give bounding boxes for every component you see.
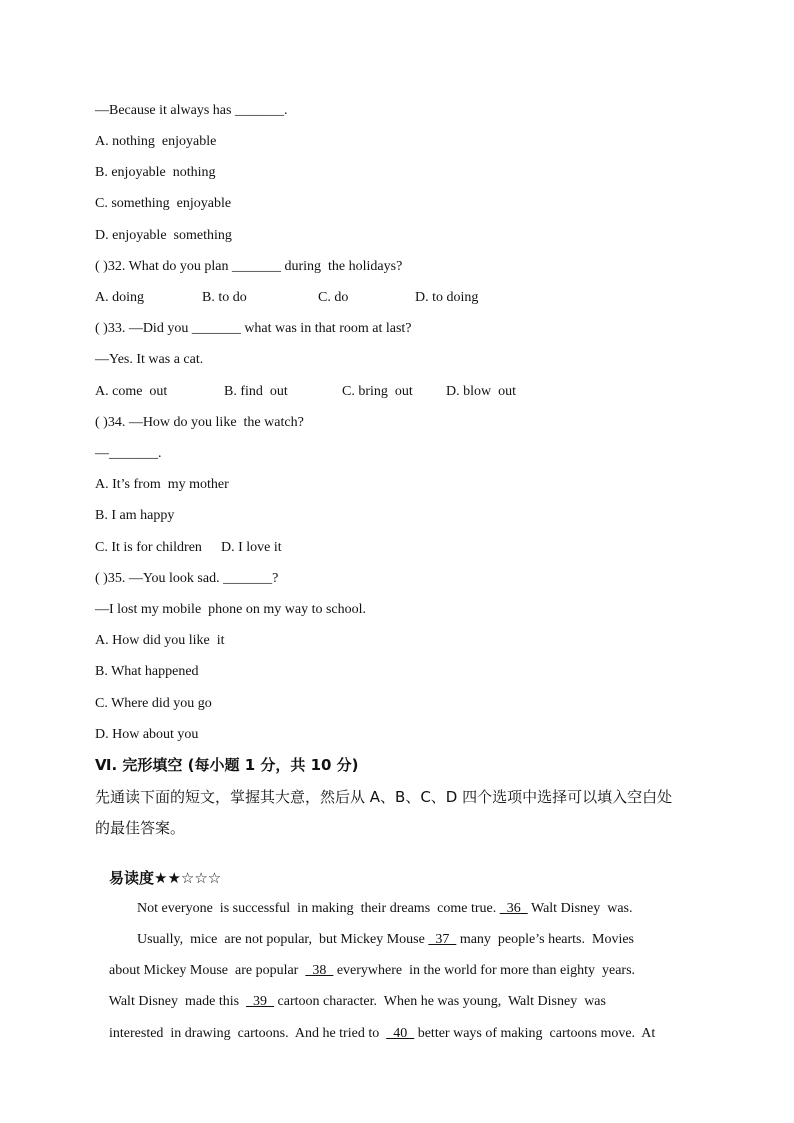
q31-option-c: C. something enjoyable xyxy=(95,196,232,211)
q31-answer-line: —Because it always has _______. xyxy=(95,103,288,118)
passage-text: interested in drawing cartoons. And he tried to xyxy=(109,1026,387,1041)
blank-38: 38 xyxy=(305,963,334,978)
q33-stem: ( )33. —Did you _______ what was in that room at last? xyxy=(95,321,412,336)
blank-36: 36 xyxy=(499,901,528,916)
q32-stem: ( )32. What do you plan _______ during the holidays? xyxy=(95,259,403,274)
q35-stem: ( )35. —You look sad. _______? xyxy=(95,571,279,586)
passage-text: about Mickey Mouse are popular xyxy=(109,963,306,978)
passage-line-5 xyxy=(95,1007,655,1061)
section-title: Ⅵ. 完形填空 (每小题 1 分，共 10 分) xyxy=(95,756,359,774)
q34-answer-line: —_______. xyxy=(95,446,162,461)
q35-answer-line: —I lost my mobile phone on my way to school. xyxy=(95,602,367,617)
blank-37: 37 xyxy=(428,932,457,947)
blank-40: 40 xyxy=(386,1026,415,1041)
difficulty-label: 易读度 xyxy=(109,869,155,887)
q33-option-a: A. come out xyxy=(95,384,168,399)
q32-option-a: A. doing xyxy=(95,290,144,305)
q32-option-c: C. do xyxy=(318,290,349,305)
difficulty-stars: ★★☆☆☆ xyxy=(154,869,222,887)
q33-answer-line: —Yes. It was a cat. xyxy=(95,352,204,367)
q35-option-a: A. How did you like it xyxy=(95,633,225,648)
passage-text: Usually, mice are not popular, but Mickey Mouse xyxy=(137,932,429,947)
passage-text: cartoon character. When he was young, Walt Disney was xyxy=(274,994,606,1009)
q33-option-c: C. bring out xyxy=(342,384,413,399)
blank-39: 39 xyxy=(246,994,275,1009)
section-instruction-line1: 先通读下面的短文，掌握其大意，然后从 A、B、C、D 四个选项中选择可以填入空白处 xyxy=(95,788,673,806)
passage-text: better ways of making cartoons move. At xyxy=(414,1026,656,1041)
q33-option-b: B. find out xyxy=(224,384,288,399)
passage-text: many people’s hearts. Movies xyxy=(456,932,634,947)
q34-option-c: C. It is for children xyxy=(95,540,202,555)
q35-option-d: D. How about you xyxy=(95,727,199,742)
passage-text: Not everyone is successful in making their dreams come true. xyxy=(137,901,500,916)
passage-text: everywhere in the world for more than eighty years. xyxy=(333,963,636,978)
q34-stem: ( )34. —How do you like the watch? xyxy=(95,415,304,430)
q34-option-a: A. It’s from my mother xyxy=(95,477,229,492)
q31-option-d: D. enjoyable something xyxy=(95,228,232,243)
q33-option-d: D. blow out xyxy=(446,384,516,399)
passage-text: Walt Disney made this xyxy=(108,994,247,1009)
q35-option-c: C. Where did you go xyxy=(95,696,212,711)
section-instruction-line2: 的最佳答案。 xyxy=(95,819,186,837)
q31-option-b: B. enjoyable nothing xyxy=(95,165,216,180)
q32-option-d: D. to doing xyxy=(415,290,479,305)
passage-text: Walt Disney was. xyxy=(527,901,633,916)
q31-option-a: A. nothing enjoyable xyxy=(95,134,217,149)
q34-option-d: D. I love it xyxy=(221,540,282,555)
q34-option-b: B. I am happy xyxy=(95,508,175,523)
q32-option-b: B. to do xyxy=(202,290,247,305)
q35-option-b: B. What happened xyxy=(95,664,199,679)
